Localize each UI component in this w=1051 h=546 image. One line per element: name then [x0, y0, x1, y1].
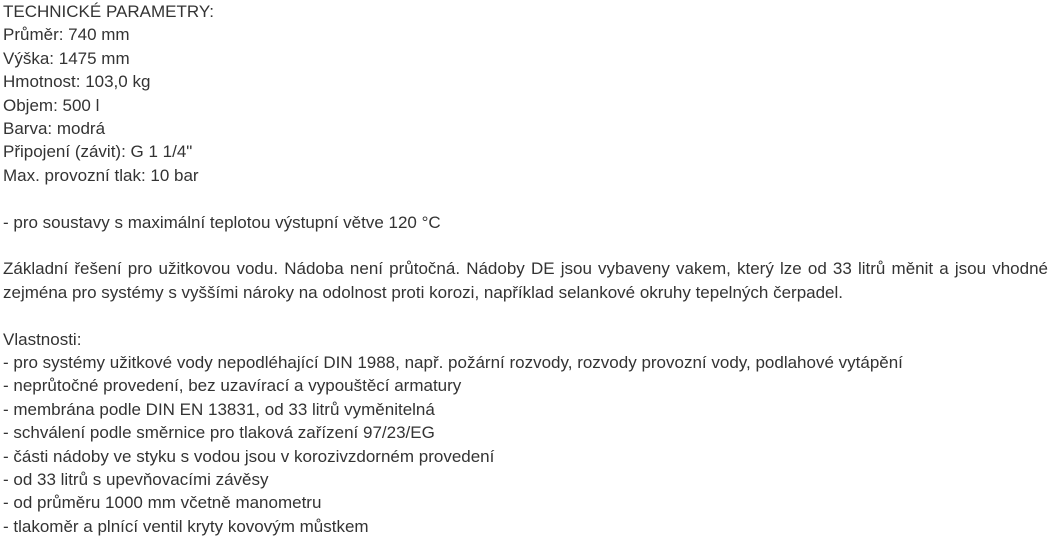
list-item: - části nádoby ve styku s vodou jsou v korozivzdorném provedení [3, 446, 495, 466]
properties-heading: Vlastnosti: [3, 329, 82, 349]
technical-parameters [3, 0, 1048, 187]
list-item: - tlakoměr a plnící ventil kryty kovovým můstkem [3, 516, 369, 536]
spacer [3, 234, 1048, 257]
spacer [3, 304, 1048, 327]
param-weight: Hmotnost: 103,0 kg [3, 72, 151, 92]
list-item: - schválení podle směrnice pro tlaková zařízení 97/23/EG [3, 423, 435, 443]
param-height: Výška: 1475 mm [3, 48, 130, 68]
technical-parameters-heading: TECHNICKÉ PARAMETRY: [3, 2, 214, 21]
list-item: - pro systémy užitkové vody nepodléhající DIN 1988, např. požární rozvody, rozvody provozní vody, podlahové vytápění [3, 353, 903, 373]
description-paragraph: Základní řešení pro užitkovou vodu. Nádoba není průtočná. Nádoby DE jsou vybaveny vakem, který lze od 33 litrů měnit a jsou vhodné zejména pro systémy s vyššími nároky na odolnost proti korozi, například selankové okruhy tepelných čerpadel. [3, 259, 1048, 302]
list-item: - od průměru 1000 mm včetně manometru [3, 493, 322, 513]
param-connection: Připojení (závit): G 1 1/4" [3, 142, 193, 162]
param-volume: Objem: 500 l [3, 95, 100, 115]
properties-list [3, 328, 1048, 539]
param-max-pressure: Max. provozní tlak: 10 bar [3, 165, 199, 185]
list-item: - od 33 litrů s upevňovacími závěsy [3, 470, 269, 490]
list-item: - neprůtočné provedení, bez uzavírací a vypouštěcí armatury [3, 376, 462, 396]
param-diameter: Průměr: 740 mm [3, 25, 130, 45]
spacer [3, 187, 1048, 210]
temperature-note: - pro soustavy s maximální teplotou výstupní větve 120 °C [3, 212, 441, 232]
list-item: - membrána podle DIN EN 13831, od 33 litrů vyměnitelná [3, 399, 435, 419]
param-color: Barva: modrá [3, 119, 106, 139]
